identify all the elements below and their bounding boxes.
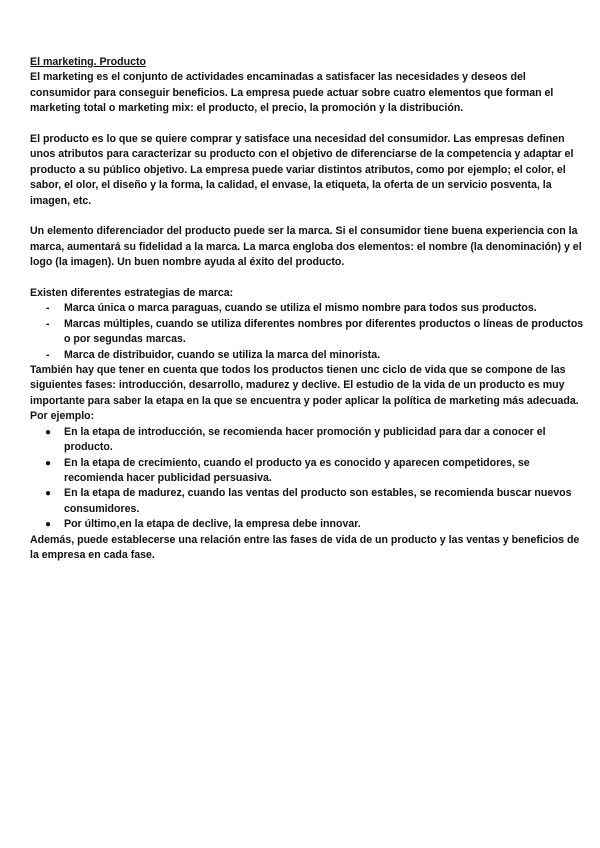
bullet-icon: ● <box>45 457 52 469</box>
list-item-text: En la etapa de crecimiento, cuando el producto ya es conocido y aparecen competidores, se recomienda hacer publicidad persuasiva. <box>64 456 530 484</box>
paragraph-producto: El producto es lo que se quiere comprar y satisface una necesidad del consumidor. Las empresas definen unos atributos para caracterizar su producto con el objetivo de diferenciarse de la competencia y adaptar el producto a su público objetivo. La empresa puede variar distintos atributos, como por ejemplo; el color, el sabor, el olor, el diseño y la forma, la calidad, el envase, la etiqueta, la oferta de un servicio posventa, la imagen, etc. <box>30 133 574 207</box>
dash-bullet: - <box>46 302 50 315</box>
paragraph-gap <box>30 117 585 132</box>
lifecycle-list <box>30 425 585 533</box>
bullet-icon: ● <box>45 519 52 531</box>
paragraph-marketing: El marketing es el conjunto de actividades encaminadas a satisfacer las necesidades y deseos del consumidor para conseguir beneficios. La empresa puede actuar sobre cuatro elementos que forman el marketing total o marketing mix: el producto, el precio, la promoción y la distribución. <box>30 71 554 115</box>
list-item <box>30 317 585 348</box>
list-item-text: Por último,en la etapa de declive, la empresa debe innovar. <box>64 518 361 531</box>
paragraph-cierre: Además, puede establecerse una relación entre las fases de vida de un producto y las ventas y beneficios de la empresa en cada fase. <box>30 533 580 561</box>
document-body <box>30 55 585 563</box>
bullet-icon: ● <box>45 426 52 438</box>
list-item-text: En la etapa de introducción, se recomienda hacer promoción y publicidad para dar a conocer el producto. <box>64 425 546 454</box>
paragraph-estrategias: Existen diferentes estrategias de marca: <box>30 287 234 300</box>
list-item-text: Marca única o marca paraguas, cuando se utiliza el mismo nombre para todos sus productos. <box>64 302 537 315</box>
paragraph-ciclo-vida: También hay que tener en cuenta que todos los productos tienen unc ciclo de vida que se compone de las siguientes fases: introducción, desarrollo, madurez y declive. El estudio de la vida de un producto es muy importante para saber la etapa en la que se encuentra y poder aplicar la política de marketing más adecuada. Por ejemplo: <box>30 364 579 423</box>
list-item-text: En la etapa de madurez, cuando las ventas del producto son estables, se recomienda buscar nuevos consumidores. <box>64 487 572 515</box>
list-item-text: Marca de distribuidor, cuando se utiliza la marca del minorista. <box>64 348 381 361</box>
bullet-icon: ● <box>45 488 52 500</box>
list-item <box>30 301 585 316</box>
document-title: El marketing. Producto <box>30 56 146 68</box>
list-item-text: Marcas múltiples, cuando se utiliza diferentes nombres por diferentes productos o líneas de productos o por segundas marcas. <box>64 317 584 346</box>
list-item <box>30 456 585 487</box>
paragraph-marca: Un elemento diferenciador del producto puede ser la marca. Si el consumidor tiene buena experiencia con la marca, aumentará su fidelidad a la marca. La marca engloba dos elementos: el nombre (la denominación) y el logo (la imagen). Un buen nombre ayuda al éxito del producto. <box>30 225 582 269</box>
paragraph-gap <box>30 271 585 286</box>
list-item <box>30 517 585 532</box>
dash-bullet: - <box>46 348 50 361</box>
list-item <box>30 425 585 456</box>
paragraph-gap <box>30 209 585 224</box>
list-item <box>30 348 585 363</box>
brand-strategy-list <box>30 301 585 363</box>
dash-bullet: - <box>46 317 50 330</box>
list-item <box>30 486 585 517</box>
